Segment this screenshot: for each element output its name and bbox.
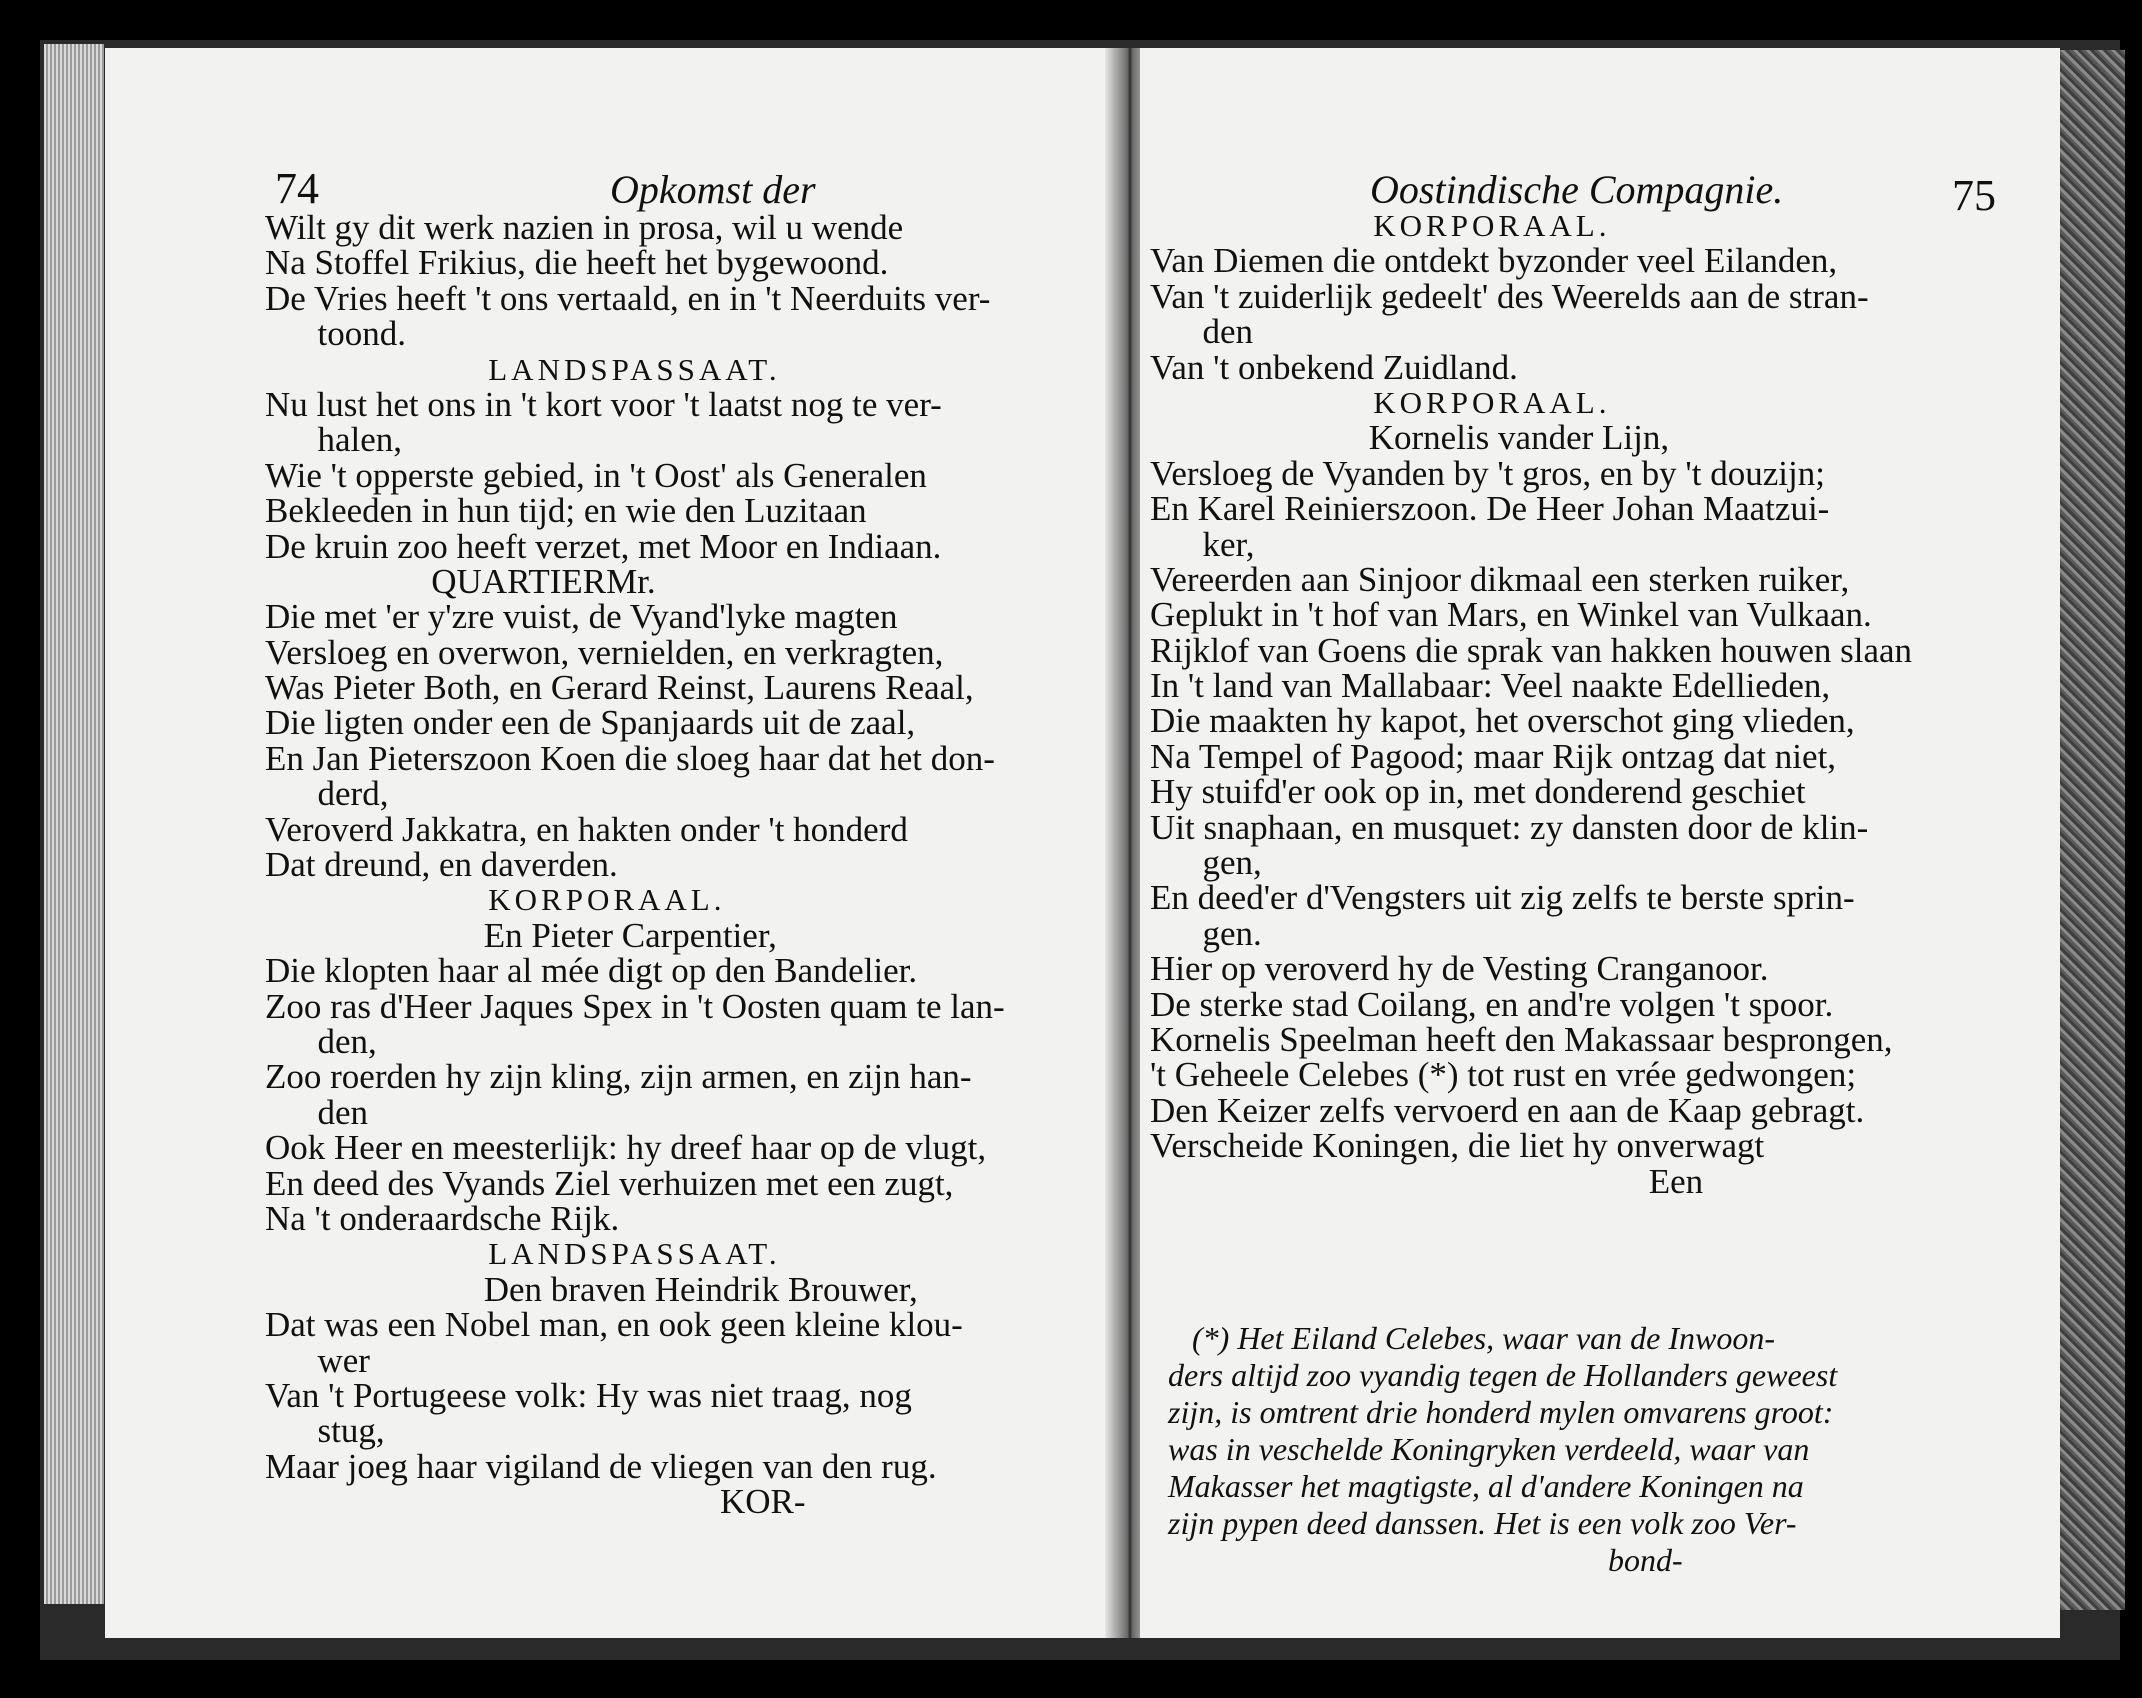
text-line: zijn pypen deed danssen. Het is een volk zoo Ver- — [1168, 1505, 1797, 1541]
text-line: Die maakten hy kapot, het overschot ging vlieden, — [1150, 701, 1855, 741]
text-line: Kornelis Speelman heeft den Makassaar besprongen, — [1150, 1019, 1893, 1059]
text-line: En Karel Reinierszoon. De Heer Johan Maatzui- — [1150, 489, 1830, 529]
text-line: Die klopten haar al mée digt op den Bandelier. — [265, 951, 918, 991]
right-running-head: Oostindische Compagnie. — [1370, 167, 1784, 212]
text-line: was in veschelde Koningryken verdeeld, waar van — [1168, 1431, 1810, 1467]
text-line: Den braven Heindrik Brouwer, — [265, 1269, 918, 1309]
text-line: Veroverd Jakkatra, en hakten onder 't honderd — [265, 809, 908, 849]
text-line: Die met 'er y'zre vuist, de Vyand'lyke magten — [265, 597, 898, 637]
text-line: En Pieter Carpentier, — [265, 915, 777, 955]
text-line: Versloeg de Vyanden by 't gros, en by 't douzijn; — [1150, 453, 1825, 493]
text-line: Rijklof van Goens die sprak van hakken houwen slaan — [1150, 630, 1913, 670]
left-body-text — [265, 208, 1005, 1522]
text-line: Zoo ras d'Heer Jaques Spex in 't Oosten quam te lan- — [265, 986, 1005, 1026]
text-line: Na 't onderaardsche Rijk. — [265, 1198, 620, 1238]
text-line: derd, — [265, 774, 389, 814]
right-page — [1140, 48, 2060, 1638]
text-line: halen, — [265, 420, 403, 460]
marbled-cover-right — [2050, 50, 2125, 1610]
text-line: toond. — [265, 314, 406, 354]
text-line: ders altijd zoo vyandig tegen de Hollanders geweest — [1168, 1357, 1838, 1393]
text-line: (*) Het Eiland Celebes, waar van de Inwoon- — [1168, 1320, 1775, 1356]
text-line: den, — [265, 1021, 377, 1061]
left-running-head: Opkomst der — [610, 167, 816, 212]
text-line: Uit snaphaan, en musquet: zy dansten door de klin- — [1150, 807, 1869, 847]
left-page — [105, 48, 1130, 1638]
text-line: Van 't zuiderlijk gedeelt' des Weerelds aan de stran- — [1150, 276, 1869, 316]
text-line: Vereerden aan Sinjoor dikmaal een sterken ruiker, — [1150, 559, 1850, 599]
text-line: KORPORAAL. — [1150, 384, 1611, 420]
text-line: In 't land van Mallabaar: Veel naakte Edellieden, — [1150, 666, 1831, 706]
text-line: Hy stuifd'er ook op in, met donderend geschiet — [1150, 772, 1806, 812]
text-line: Na Stoffel Frikius, die heeft het bygewoond. — [265, 243, 889, 283]
page-edges-left — [44, 44, 104, 1604]
text-line: bond- — [1168, 1542, 1683, 1578]
text-line: Na Tempel of Pagood; maar Rijk ontzag dat niet, — [1150, 736, 1837, 776]
text-line: Maar joeg haar vigiland de vliegen van den rug. — [265, 1446, 937, 1486]
text-line: Van 't Portugeese volk: Hy was niet traag, nog — [265, 1375, 912, 1415]
text-line: Zoo roerden hy zijn kling, zijn armen, en zijn han- — [265, 1057, 972, 1097]
text-line: Bekleeden in hun tijd; en wie den Luzitaan — [265, 491, 867, 531]
text-line: zijn, is omtrent drie honderd mylen omvarens groot: — [1168, 1394, 1834, 1430]
text-line: Wilt gy dit werk nazien in prosa, wil u wende — [265, 208, 904, 247]
text-line: Ook Heer en meesterlijk: hy dreef haar op de vlugt, — [265, 1128, 987, 1168]
text-line: KORPORAAL. — [265, 882, 726, 918]
text-line: Was Pieter Both, en Gerard Reinst, Laurens Reaal, — [265, 668, 974, 708]
text-line: Den Keizer zelfs vervoerd en aan de Kaap gebragt. — [1150, 1090, 1865, 1130]
text-line: den — [1150, 312, 1254, 352]
text-line: En deed'er d'Vengsters uit zig zelfs te berste sprin- — [1150, 878, 1855, 918]
text-line: Nu lust het ons in 't kort voor 't laatst nog te ver- — [265, 384, 942, 424]
text-line: Dat was een Nobel man, en ook geen kleine klou- — [265, 1305, 963, 1345]
text-line: Dat dreund, en daverden. — [265, 845, 618, 885]
text-line: gen. — [1150, 913, 1262, 953]
text-line: Die ligten onder een de Spanjaards uit de zaal, — [265, 703, 916, 743]
text-line: De Vries heeft 't ons vertaald, en in 't Neerduits ver- — [265, 278, 991, 318]
footnote — [1168, 1320, 1837, 1579]
text-line: LANDSPASSAAT. — [265, 351, 781, 387]
text-line: QUARTIERMr. — [265, 561, 656, 601]
text-line: KORPORAAL. — [1150, 208, 1611, 243]
left-page-number: 74 — [275, 164, 319, 213]
text-line: Een — [1150, 1161, 1704, 1201]
text-line: De sterke stad Coilang, en and're volgen 't spoor. — [1150, 984, 1834, 1024]
text-line: LANDSPASSAAT. — [265, 1236, 781, 1272]
text-line: 't Geheele Celebes (*) tot rust en vrée gedwongen; — [1150, 1055, 1857, 1095]
text-line: Versloeg en overwon, vernielden, en verkragten, — [265, 632, 944, 672]
text-line: Makasser het magtigste, al d'andere Koningen na — [1168, 1468, 1804, 1504]
text-line: Van 't onbekend Zuidland. — [1150, 347, 1518, 387]
text-line: En deed des Vyands Ziel verhuizen met een zugt, — [265, 1163, 954, 1203]
text-line: ker, — [1150, 524, 1255, 564]
text-line: Wie 't opperste gebied, in 't Oost' als Generalen — [265, 455, 927, 495]
right-body-text — [1150, 208, 1912, 1199]
text-line: Verscheide Koningen, die liet hy onverwagt — [1150, 1126, 1765, 1166]
text-line: Van Diemen die ontdekt byzonder veel Eilanden, — [1150, 241, 1838, 281]
text-line: Hier op veroverd hy de Vesting Cranganoor. — [1150, 949, 1769, 989]
text-line: den — [265, 1092, 369, 1132]
text-line: wer — [265, 1340, 370, 1380]
text-line: KOR- — [265, 1482, 806, 1522]
text-line: En Jan Pieterszoon Koen die sloeg haar dat het don- — [265, 738, 995, 778]
text-line: De kruin zoo heeft verzet, met Moor en Indiaan. — [265, 526, 942, 566]
text-line: Kornelis vander Lijn, — [1150, 418, 1670, 458]
right-page-number: 75 — [1952, 171, 1996, 220]
text-line: stug, — [265, 1411, 385, 1451]
text-line: Geplukt in 't hof van Mars, en Winkel van Vulkaan. — [1150, 595, 1872, 635]
text-line: gen, — [1150, 843, 1262, 883]
